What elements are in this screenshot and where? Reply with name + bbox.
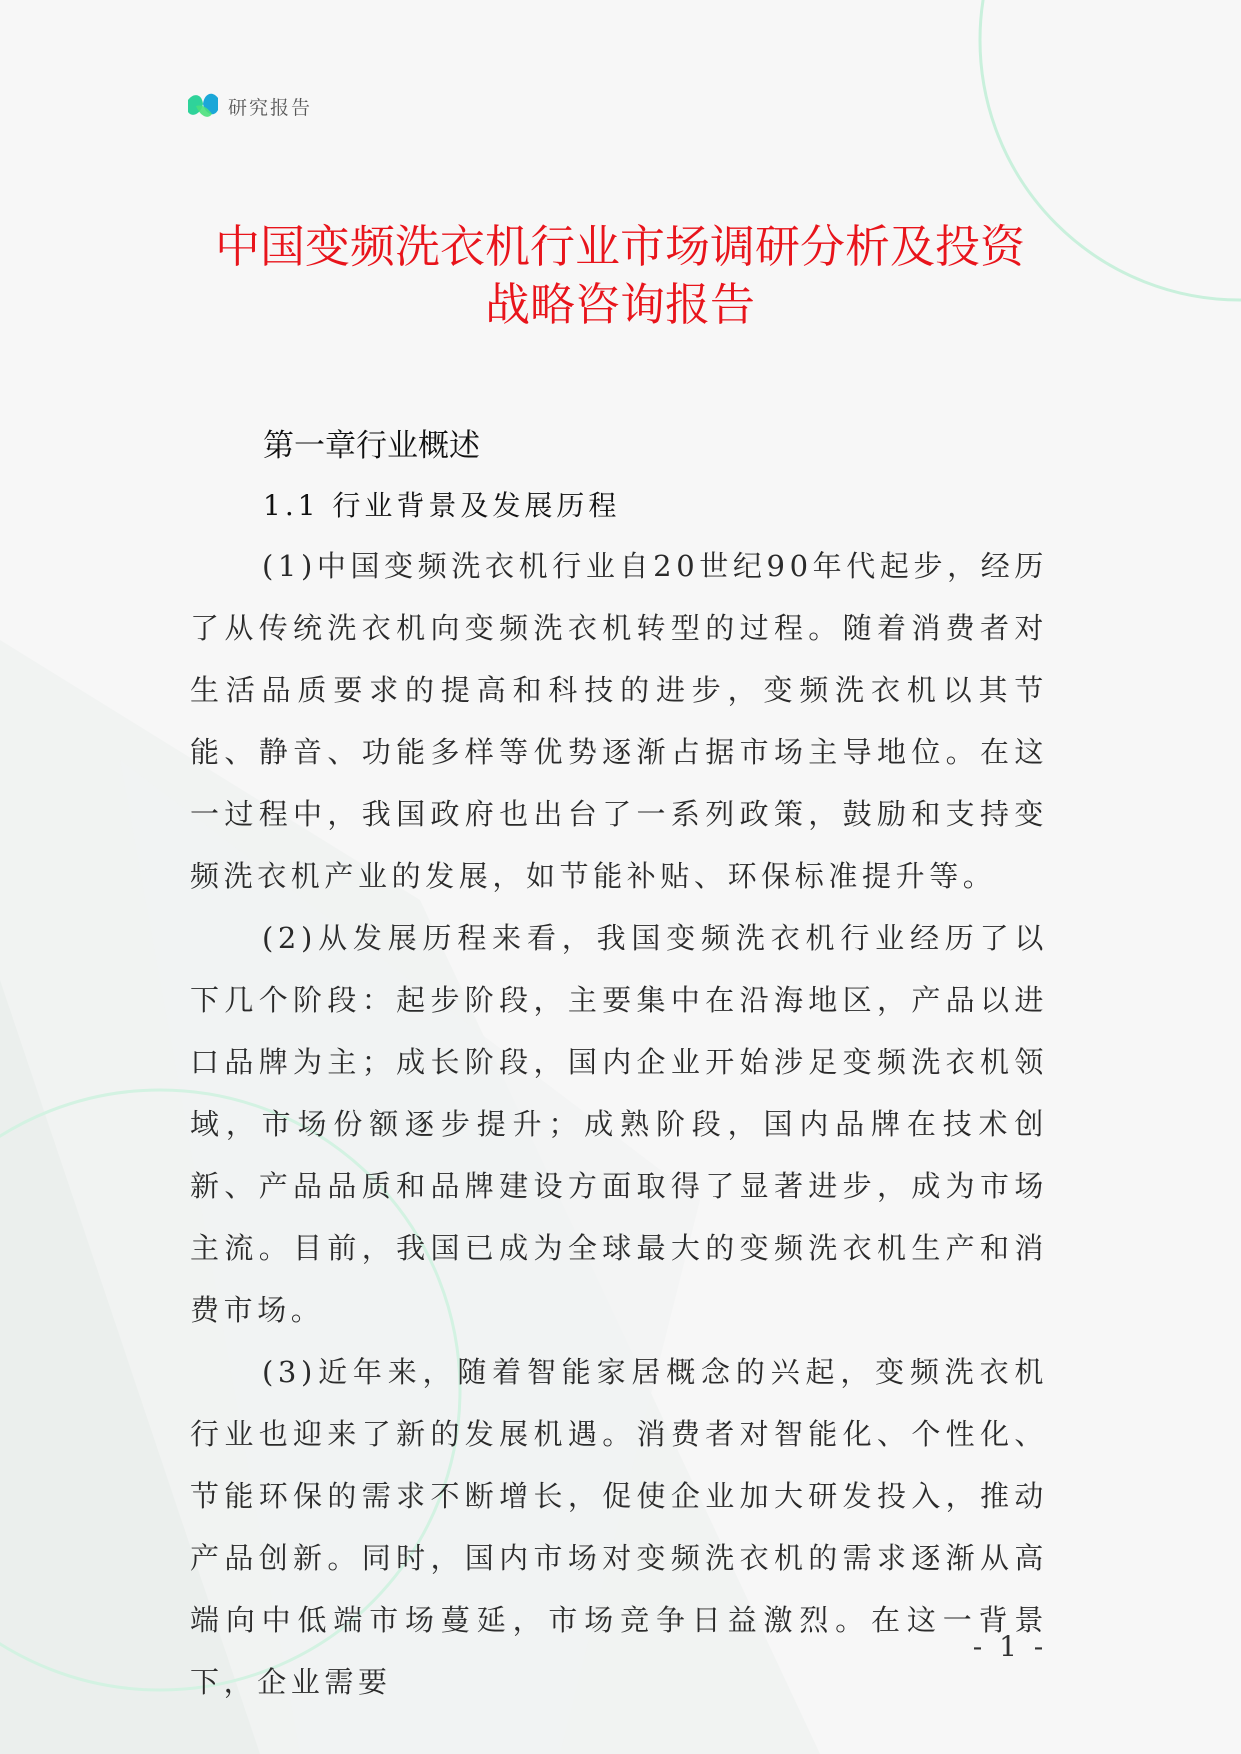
body-text bbox=[190, 535, 1048, 1713]
report-title bbox=[140, 218, 1100, 334]
report-header bbox=[186, 88, 312, 124]
title-line-1: 中国变频洗衣机行业市场调研分析及投资 bbox=[214, 220, 1025, 273]
paragraph-3: (3)近年来，随着智能家居概念的兴起，变频洗衣机行业也迎来了新的发展机遇。消费者对智能化、个性化、节能环保的需求不断增长，促使企业加大研发投入，推动产品创新。同时，国内市场对变频洗衣机的需求逐渐从高端向中低端市场蔓延，市场竞争日益激烈。在这一背景下，企业需要 bbox=[190, 1355, 1048, 1699]
paragraph-2: (2)从发展历程来看，我国变频洗衣机行业经历了以下几个阶段：起步阶段，主要集中在沿海地区，产品以进口品牌为主；成长阶段，国内企业开始涉足变频洗衣机领域，市场份额逐步提升；成熟阶段，国内品牌在技术创新、产品品质和品牌建设方面取得了显著进步，成为市场主流。目前，我国已成为全球最大的变频洗衣机生产和消费市场。 bbox=[190, 921, 1048, 1327]
chapter-heading: 第一章行业概述 bbox=[263, 428, 480, 464]
leaf-logo-icon bbox=[186, 90, 220, 122]
page-number: - 1 - bbox=[972, 1630, 1048, 1663]
header-label: 研究报告 bbox=[228, 96, 313, 119]
title-line-2: 战略咨询报告 bbox=[484, 278, 755, 331]
paragraph-1: (1)中国变频洗衣机行业自20世纪90年代起步，经历了从传统洗衣机向变频洗衣机转型的过程。随着消费者对生活品质要求的提高和科技的进步，变频洗衣机以其节能、静音、功能多样等优势逐渐占据市场主导地位。在这一过程中，我国政府也出台了一系列政策，鼓励和支持变频洗衣机产业的发展，如节能补贴、环保标准提升等。 bbox=[190, 549, 1048, 893]
section-heading: 1.1 行业背景及发展历程 bbox=[263, 489, 621, 522]
